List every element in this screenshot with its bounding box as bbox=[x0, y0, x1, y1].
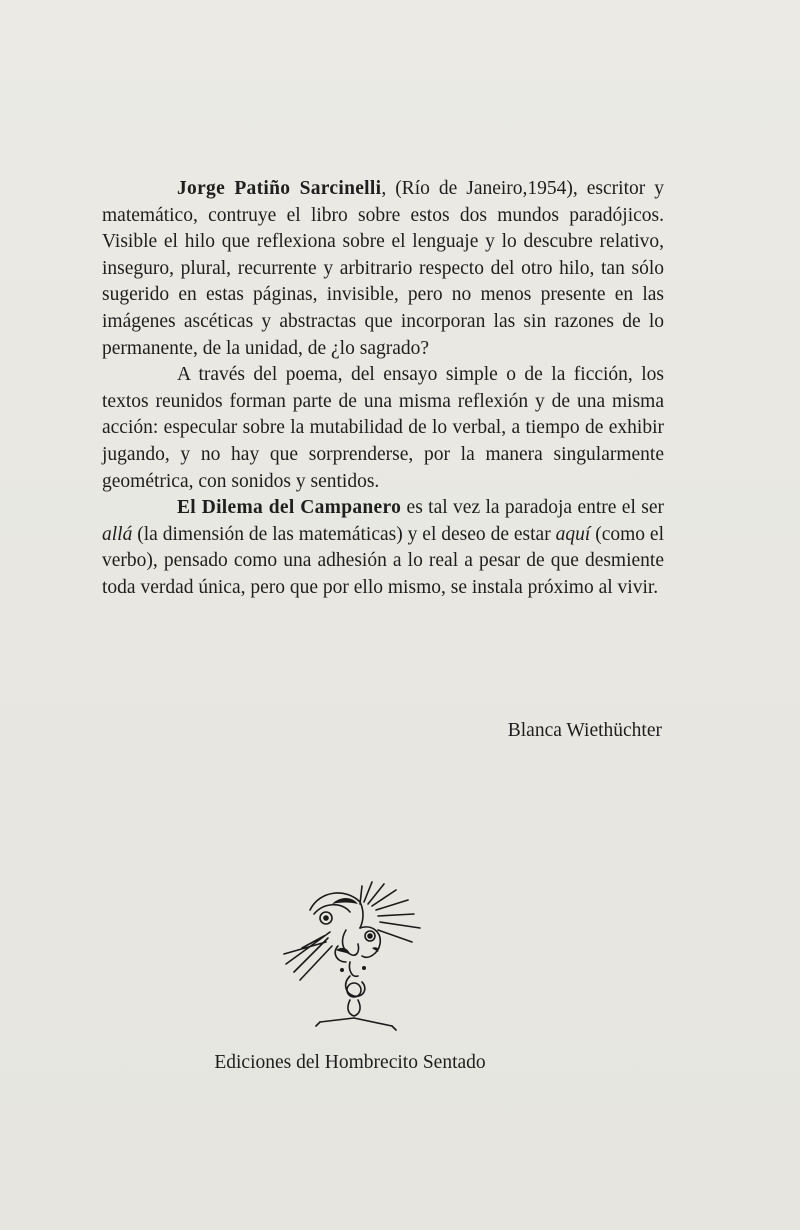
blurb-paragraph-3 bbox=[102, 495, 664, 601]
paragraph-3-italic-1: allá bbox=[102, 523, 133, 545]
paragraph-3-text-3: (como el verbo), pensado como una adhesión a lo real a pesar de que desmiente toda verdad única, pero que por ello mismo, se instala próximo al vivir. bbox=[102, 523, 665, 598]
signature: Blanca Wiethüchter bbox=[507, 720, 662, 741]
paragraph-1-text: , (Río de Janeiro,1954), escritor y matemático, contruye el libro sobre estos dos mundos paradójicos. Visible el hilo que reflexiona sobre el lenguaje y lo descubre relativo, inseguro, plural, recurrente y arbitrario respecto del otro hilo, tan sólo sugerido en estas páginas, invisible, pero no menos presente en las imágenes ascéticas y abstractas que incorporan las sin razones de lo permanente, de la unidad, de ¿lo sagrado? bbox=[102, 178, 664, 359]
publisher-name: Ediciones del Hombrecito Sentado bbox=[214, 1052, 486, 1073]
paragraph-2-text: A través del poema, del ensayo simple o de la ficción, los textos reunidos forman parte de una misma reflexión y de una misma acción: especular sobre la mutabilidad de lo verbal, a tiempo de exhibir jugando, y no hay que sorprenderse, por la manera singularmente geométrica, con sonidos y sentidos. bbox=[102, 364, 664, 492]
author-blurb bbox=[102, 176, 664, 602]
paragraph-3-text-1: es tal vez la paradoja entre el ser bbox=[401, 497, 664, 519]
book-title: El Dilema del Campanero bbox=[177, 497, 402, 519]
paragraph-3-italic-2: aquí bbox=[555, 523, 591, 545]
author-name: Jorge Patiño Sarcinelli bbox=[177, 178, 382, 199]
paragraph-3-text-2: (la dimensión de las matemáticas) y el deseo de estar bbox=[132, 523, 556, 545]
seated-little-man-emblem-icon bbox=[280, 880, 430, 1036]
blurb-paragraph-2 bbox=[102, 362, 664, 495]
blurb-paragraph-1 bbox=[102, 176, 664, 362]
